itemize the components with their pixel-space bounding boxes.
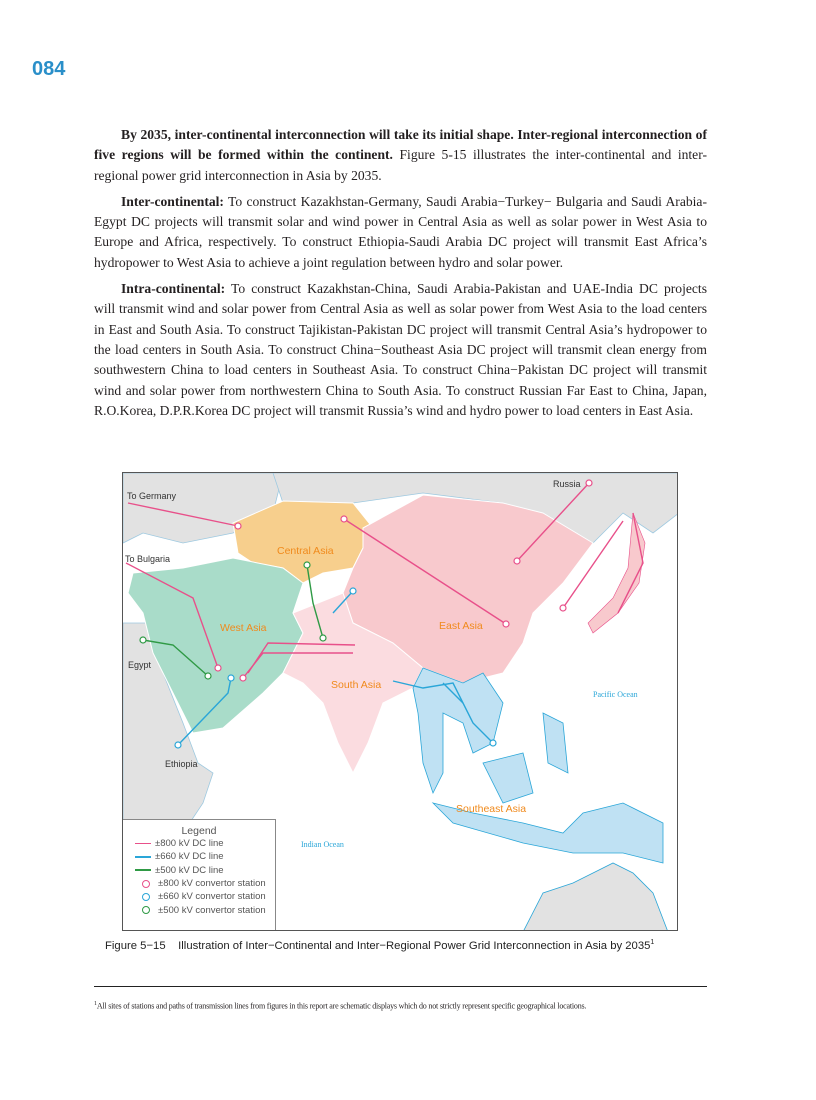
station-500kv-icon <box>142 906 150 914</box>
paragraph-inter-continental <box>94 192 707 273</box>
paragraph-intra-continental <box>94 279 707 421</box>
legend-label: ±800 kV DC line <box>155 838 224 850</box>
paragraph-body: To construct Kazakhstan-China, Saudi Arabia-Pakistan and UAE-India DC projects will transmit wind and solar power from Central Asia as well as solar power from West Asia to the load centers in East and South Asia. To construct Tajikistan-Pakistan DC project will transmit Central Asia’s hydropower to the load centers in South Asia. To construct China−Southeast Asia DC project will transmit clean energy from southwestern China to load centers in Southeast Asia. To construct China−Pakistan DC project will transmit wind and solar power from northwestern China to South Asia. To construct Russian Far East to China, Japan, R.O.Korea, D.P.R.Korea DC project will transmit Russia’s wind and hydro power to load centers in East Asia. <box>94 281 707 418</box>
station-660kv-icon <box>142 893 150 901</box>
label-pacific-ocean: Pacific Ocean <box>593 690 638 699</box>
station-800kv <box>514 558 520 564</box>
paragraph-lead: By 2035, inter-continental interconnection will take its initial shape. Inter-regional interconnection of five regions will be formed within the continent. <box>94 127 707 163</box>
legend-item <box>123 903 275 916</box>
label-west-asia: West Asia <box>220 622 267 634</box>
station-660kv <box>490 740 496 746</box>
line-swatch-500kv <box>135 869 151 871</box>
line-swatch-800kv <box>135 843 151 845</box>
footnote-ref: 1 <box>650 939 655 946</box>
label-east-asia: East Asia <box>439 620 483 632</box>
legend-label: ±800 kV convertor station <box>158 878 266 890</box>
label-indian-ocean: Indian Ocean <box>301 840 344 849</box>
label-southeast-asia: Southeast Asia <box>456 803 527 815</box>
footnote-marker: 1 <box>94 1001 97 1007</box>
paragraph-body: To construct Kazakhstan-Germany, Saudi Arabia−Turkey− Bulgaria and Saudi Arabia-Egypt DC projects will transmit solar and wind power in Central Asia as well as solar power in West Asia to Europe and Africa, respectively. To construct Ethiopia-Saudi Arabia DC project will transmit East Africa’s hydropower to West Asia to achieve a joint regulation between hydro and solar power. <box>94 193 707 270</box>
station-500kv <box>205 673 211 679</box>
caption-text: Figure 5−15 Illustration of Inter−Continental and Inter−Regional Power Grid Interconnection in Asia by 2035 <box>105 939 651 952</box>
station-660kv <box>350 588 356 594</box>
station-800kv <box>240 675 246 681</box>
legend-title: Legend <box>181 825 217 837</box>
label-south-asia: South Asia <box>331 679 382 691</box>
station-800kv <box>215 665 221 671</box>
legend-item <box>123 890 275 903</box>
legend-item <box>123 837 275 850</box>
legend-label: ±500 kV convertor station <box>158 904 266 916</box>
body-text <box>94 125 707 427</box>
paragraph-lead: Intra-continental: <box>121 281 226 297</box>
label-russia: Russia <box>553 479 581 489</box>
station-800kv <box>341 516 347 522</box>
station-660kv <box>175 742 181 748</box>
asia-interconnection-map <box>122 472 678 931</box>
station-660kv <box>228 675 234 681</box>
line-swatch-660kv <box>135 856 151 858</box>
figure-caption <box>105 939 654 952</box>
station-800kv-icon <box>142 880 150 888</box>
page-number: 084 <box>32 58 66 80</box>
map-legend <box>123 819 276 931</box>
footnote-divider <box>94 986 707 987</box>
station-800kv <box>235 523 241 529</box>
label-central-asia: Central Asia <box>277 545 334 557</box>
land-australia <box>523 863 668 931</box>
legend-item <box>123 850 275 863</box>
label-to-bulgaria: To Bulgaria <box>125 554 171 564</box>
station-800kv <box>560 605 566 611</box>
footnote-text: All sites of stations and paths of transmission lines from figures in this report are schematic displays which do not strictly represent specific geographical locations. <box>96 1001 587 1011</box>
label-egypt: Egypt <box>128 660 152 670</box>
legend-label: ±500 kV DC line <box>155 864 224 876</box>
legend-label: ±660 kV convertor station <box>158 891 266 903</box>
station-500kv <box>140 637 146 643</box>
paragraph-intro <box>94 125 707 186</box>
paragraph-lead: Inter-continental: <box>121 193 224 209</box>
footnote <box>94 1001 586 1011</box>
station-500kv <box>304 562 310 568</box>
legend-item <box>123 864 275 877</box>
label-ethiopia: Ethiopia <box>165 759 198 769</box>
station-800kv <box>586 480 592 486</box>
station-800kv <box>503 621 509 627</box>
legend-label: ±660 kV DC line <box>155 851 224 863</box>
paragraph-body: Figure 5-15 illustrates the inter-continental and inter-regional power grid interconnection in Asia by 2035. <box>94 147 707 183</box>
label-to-germany: To Germany <box>127 491 177 501</box>
station-500kv <box>320 635 326 641</box>
legend-item <box>123 877 275 890</box>
